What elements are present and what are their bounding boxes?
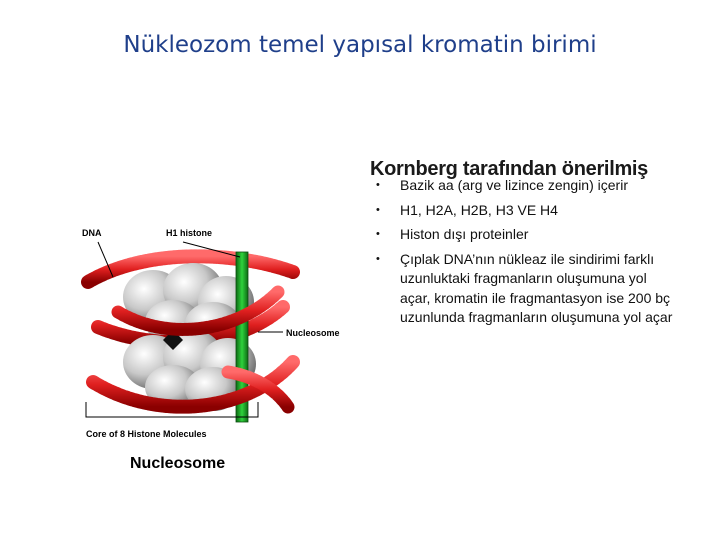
slide-title: Nükleozom temel yapısal kromatin birimi — [123, 32, 597, 58]
nucleosome-diagram — [78, 212, 378, 482]
figure-caption: Nucleosome — [130, 455, 226, 472]
bullet-list — [370, 176, 680, 333]
label-h1: H1 histone — [166, 228, 213, 238]
label-nucleosome: Nucleosome — [286, 328, 340, 338]
bullet-item: • Bazik aa (arg ve lizince zengin) içerir — [376, 177, 628, 193]
label-core: Core of 8 Histone Molecules — [86, 429, 207, 439]
bullet-item: • Histon dışı proteinler — [376, 226, 529, 242]
bullet-item: • Çıplak DNA’nın nükleaz ile sindirimi farklı uzunluktaki fragmanların oluşumuna yol açar, kromatin ile fragmantasyon ise 200 bç uzunlunda fragmanların oluşumuna yol açar — [376, 250, 673, 325]
label-dna: DNA — [82, 228, 102, 238]
subheading: Kornberg tarafından önerilmiş — [370, 158, 649, 180]
bullet-item: • H1, H2A, H2B, H3 VE H4 — [376, 201, 558, 218]
